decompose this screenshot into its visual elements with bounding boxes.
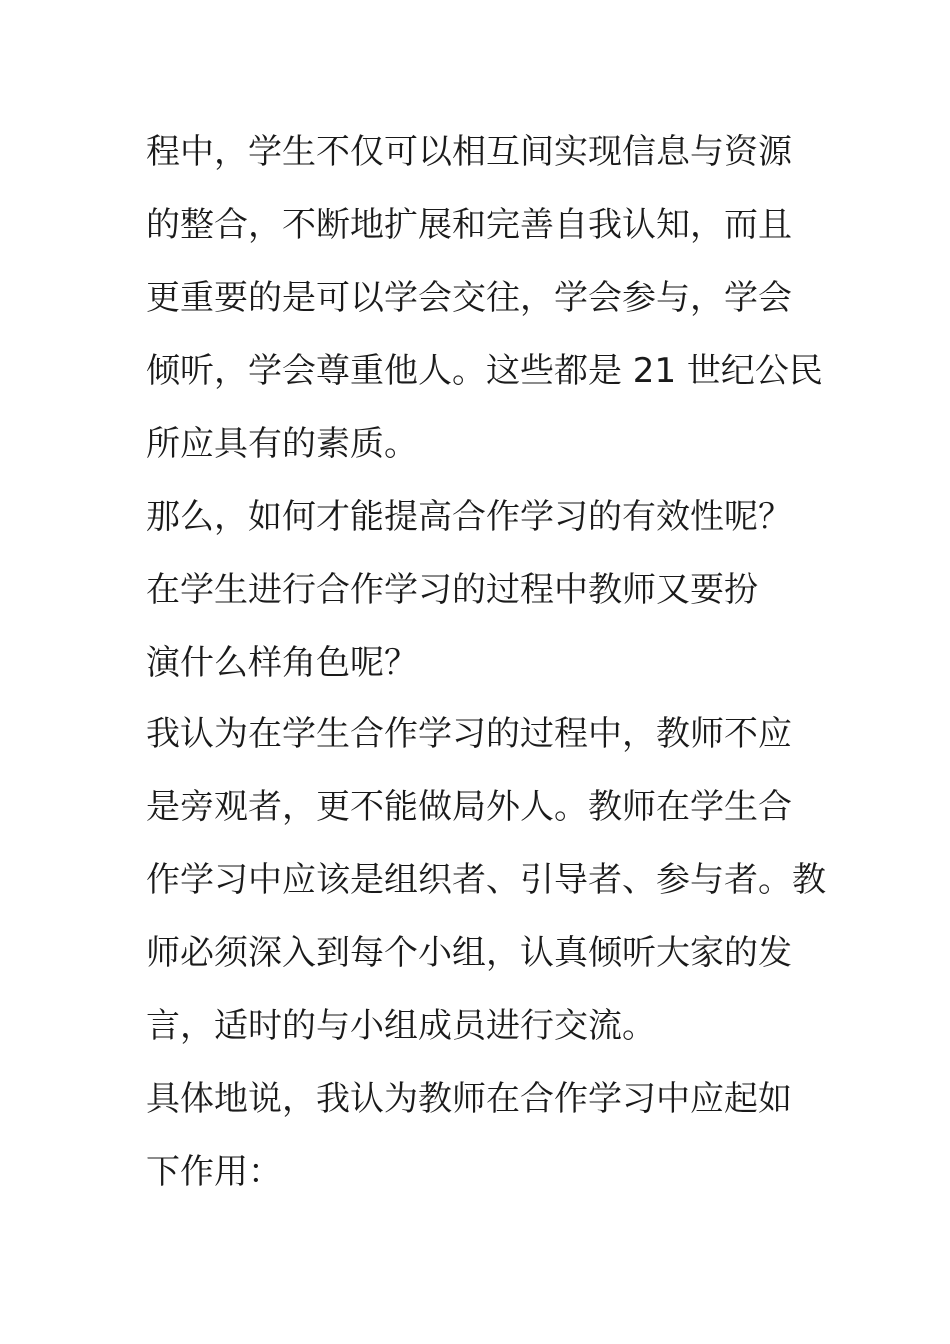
text-line: 言，适时的与小组成员进行交流。: [146, 1006, 656, 1046]
text-line: 更重要的是可以学会交往，学会参与，学会: [146, 278, 792, 318]
text-line: 下作用：: [146, 1152, 282, 1192]
text-line: 具体地说，我认为教师在合作学习中应起如: [146, 1079, 792, 1119]
text-line: 作学习中应该是组织者、引导者、参与者。教: [146, 860, 826, 900]
text-line: 所应具有的素质。: [146, 424, 418, 464]
text-line: 演什么样角色呢？: [146, 643, 418, 683]
text-line: 我认为在学生合作学习的过程中，教师不应: [146, 714, 792, 754]
text-line: 那么，如何才能提高合作学习的有效性呢？: [146, 497, 792, 537]
text-line: 师必须深入到每个小组，认真倾听大家的发: [146, 933, 792, 973]
text-line: 倾听，学会尊重他人。这些都是 21 世纪公民: [146, 351, 823, 391]
text-line: 是旁观者，更不能做局外人。教师在学生合: [146, 787, 792, 827]
text-line: 在学生进行合作学习的过程中教师又要扮: [146, 570, 758, 610]
text-line: 的整合，不断地扩展和完善自我认知，而且: [146, 205, 792, 245]
text-line: 程中，学生不仅可以相互间实现信息与资源: [146, 132, 792, 172]
